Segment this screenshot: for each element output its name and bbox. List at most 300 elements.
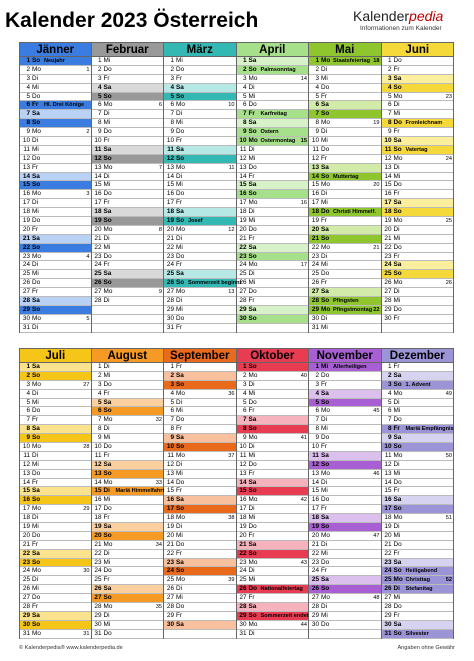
- weekday: Fr: [393, 190, 400, 198]
- weekday: So: [103, 217, 112, 225]
- weekday: Fr: [393, 487, 400, 495]
- day-number: 1: [242, 57, 247, 64]
- weekday: Di: [393, 225, 400, 233]
- weekday: Sa: [176, 434, 184, 442]
- weekday: Di: [103, 425, 110, 433]
- day-row: [92, 199, 164, 208]
- day-number: 20: [22, 531, 30, 539]
- weekday: Sa: [176, 83, 184, 91]
- day-row: [309, 381, 381, 390]
- day-number: 30: [22, 314, 30, 322]
- day-number: 15: [94, 487, 102, 495]
- day-number: 23: [166, 558, 174, 566]
- day-row: [237, 363, 309, 372]
- day-row: [237, 470, 309, 479]
- day-row: [309, 452, 381, 461]
- day-row: [92, 381, 164, 390]
- day-row: [20, 75, 91, 84]
- week-number: 39: [228, 577, 235, 584]
- day-number: 30: [166, 314, 174, 322]
- day-row: [164, 75, 236, 84]
- day-row: [309, 487, 381, 496]
- weekday: Do: [321, 371, 330, 379]
- weekday: Di: [321, 65, 328, 73]
- day-number: 10: [22, 137, 30, 145]
- day-row: [382, 407, 454, 416]
- day-number: 18: [94, 208, 102, 216]
- week-number: 1: [86, 66, 90, 73]
- day-row: [20, 190, 91, 199]
- weekday: Mo: [103, 478, 113, 486]
- weekday: Sa: [248, 181, 257, 189]
- day-row: [382, 630, 454, 639]
- footer-disclaimer: Angaben ohne Gewähr: [397, 645, 455, 651]
- day-number: 20: [22, 225, 30, 233]
- day-number: 6: [242, 101, 247, 109]
- week-number: 26: [445, 280, 452, 287]
- day-number: 2: [26, 65, 30, 73]
- day-row: [164, 470, 236, 479]
- day-row: [382, 399, 454, 408]
- day-row: [382, 443, 454, 452]
- day-number: 26: [94, 585, 102, 593]
- day-number: 31: [22, 323, 30, 331]
- weekday: Mi: [393, 531, 401, 539]
- day-number: 6: [170, 101, 174, 109]
- day-row: [382, 315, 454, 324]
- day-row: [92, 181, 164, 190]
- weekday: Mo: [32, 505, 41, 513]
- day-number: 17: [311, 199, 319, 207]
- day-number: 21: [22, 234, 30, 242]
- day-row: [309, 550, 381, 559]
- day-number: 30: [166, 620, 174, 628]
- weekday: So: [393, 380, 402, 388]
- day-row: [309, 585, 381, 594]
- weekday: Fr: [248, 594, 255, 602]
- week-number: 21: [373, 244, 380, 251]
- day-number: 18: [22, 514, 30, 522]
- day-row: [309, 155, 381, 164]
- day-row: [237, 235, 309, 244]
- day-row: [20, 487, 91, 496]
- week-number: 45: [373, 408, 380, 415]
- weekday: Do: [176, 416, 185, 424]
- day-row: [237, 226, 309, 235]
- day-number: 20: [384, 225, 392, 233]
- day-number: 14: [22, 172, 30, 180]
- week-number: 44: [300, 621, 307, 628]
- weekday: Fr: [393, 252, 400, 260]
- day-row: [382, 101, 454, 110]
- weekday: Do: [32, 92, 41, 100]
- day-row: [382, 559, 454, 568]
- day-row: [237, 128, 309, 137]
- weekday: Do: [248, 288, 257, 296]
- weekday: Mi: [32, 270, 39, 278]
- day-number: 17: [384, 199, 392, 207]
- day-number: 20: [166, 225, 174, 233]
- day-row: [92, 363, 164, 372]
- weekday: Sa: [248, 57, 257, 64]
- weekday: Do: [393, 540, 402, 548]
- day-row: [309, 514, 381, 523]
- holiday-label: Sommerzeit beginnt: [188, 280, 242, 287]
- holiday-label: Allerheiligen: [333, 364, 367, 370]
- day-number: 25: [94, 576, 102, 584]
- weekday: Di: [176, 460, 183, 468]
- day-row: [164, 146, 236, 155]
- weekday: Do: [32, 531, 41, 539]
- week-number: 18: [373, 58, 380, 64]
- day-number: 29: [239, 305, 247, 313]
- day-row: [20, 208, 91, 217]
- day-row: [309, 434, 381, 443]
- weekday: Sa: [393, 558, 402, 566]
- day-row: [92, 57, 164, 66]
- day-number: 26: [311, 279, 319, 287]
- day-row: [164, 612, 236, 621]
- day-number: 17: [384, 505, 392, 513]
- day-row: [20, 363, 91, 372]
- day-number: 15: [22, 487, 30, 495]
- weekday: So: [321, 297, 330, 305]
- day-row: [20, 306, 91, 315]
- day-number: 15: [239, 487, 247, 495]
- day-row: [92, 84, 164, 93]
- day-number: 21: [239, 234, 247, 242]
- day-row: [164, 532, 236, 541]
- weekday: Fr: [321, 217, 328, 225]
- weekday: Mi: [103, 434, 111, 442]
- weekday: Sa: [32, 549, 40, 557]
- day-number: 13: [384, 469, 392, 477]
- month-april: [237, 42, 310, 333]
- weekday: Sa: [393, 620, 402, 628]
- day-number: 29: [22, 305, 30, 313]
- week-number: 31: [83, 630, 90, 637]
- weekday: Do: [176, 478, 185, 486]
- day-row: [382, 425, 454, 434]
- month-header: September: [164, 348, 236, 363]
- day-row: [309, 66, 381, 75]
- day-number: 28: [239, 297, 247, 305]
- weekday: So: [103, 92, 112, 100]
- day-number: 5: [170, 92, 174, 100]
- weekday: Mi: [32, 585, 39, 593]
- weekday: Do: [103, 629, 112, 637]
- day-row: [237, 585, 309, 594]
- day-row: [20, 630, 91, 639]
- day-number: 6: [387, 407, 392, 415]
- weekday: Fr: [176, 261, 183, 269]
- weekday: Do: [176, 128, 185, 136]
- day-number: 24: [239, 261, 247, 269]
- day-row: [382, 155, 454, 164]
- weekday: Mo: [103, 603, 113, 611]
- day-number: 27: [239, 288, 247, 296]
- day-number: 4: [242, 389, 247, 397]
- weekday: So: [393, 629, 402, 637]
- day-row: [20, 612, 91, 621]
- logo-part2: pedia: [409, 8, 444, 24]
- day-number: 18: [166, 208, 174, 216]
- weekday: Do: [321, 496, 330, 504]
- day-number: 16: [22, 190, 30, 198]
- month-jänner: [19, 42, 92, 333]
- day-row: [237, 461, 309, 470]
- weekday: Fr: [176, 425, 183, 433]
- weekday: Do: [248, 163, 257, 171]
- holiday-label: Staatsfeiertag: [333, 58, 370, 64]
- day-number: 21: [94, 234, 102, 242]
- day-number: 2: [97, 371, 102, 379]
- day-number: 7: [387, 110, 392, 118]
- day-row: [309, 523, 381, 532]
- day-row: [92, 217, 164, 226]
- day-number: 17: [239, 199, 247, 207]
- day-number: 25: [94, 270, 102, 278]
- day-number: 29: [384, 305, 392, 313]
- day-row: [92, 399, 164, 408]
- day-row: [92, 208, 164, 217]
- day-row: [20, 66, 91, 75]
- day-number: 3: [387, 380, 392, 388]
- day-number: 9: [387, 128, 392, 136]
- day-row: [20, 594, 91, 603]
- weekday: Di: [103, 611, 110, 619]
- day-row: [237, 523, 309, 532]
- week-number: 37: [228, 452, 235, 459]
- week-number: 15: [300, 138, 307, 145]
- week-number: 27: [83, 381, 90, 388]
- day-row: [92, 261, 164, 270]
- day-row: [20, 576, 91, 585]
- weekday: Mi: [103, 181, 111, 189]
- weekday: Sa: [393, 496, 402, 504]
- day-row: [92, 190, 164, 199]
- month-header: November: [309, 348, 381, 363]
- weekday: Sa: [248, 243, 257, 251]
- weekday: Mi: [393, 110, 401, 118]
- week-number: 4: [86, 253, 90, 260]
- day-row: [164, 559, 236, 568]
- day-row: [382, 372, 454, 381]
- day-row: [164, 119, 236, 128]
- weekday: Fr: [248, 234, 255, 242]
- day-row: [164, 479, 236, 488]
- day-number: 22: [94, 243, 102, 251]
- day-row: [309, 137, 381, 146]
- day-number: 21: [384, 540, 392, 548]
- day-number: 10: [239, 137, 247, 145]
- day-number: 24: [384, 567, 392, 575]
- day-row: [20, 164, 91, 173]
- weekday: Mo: [32, 128, 41, 136]
- day-row: [92, 235, 164, 244]
- day-number: 11: [239, 145, 247, 153]
- day-number: 16: [311, 496, 319, 504]
- day-row: [382, 576, 454, 585]
- holiday-label: 1. Advent: [405, 381, 431, 388]
- day-row: [164, 235, 236, 244]
- day-number: 2: [315, 65, 319, 73]
- day-row: [164, 93, 236, 102]
- weekday: So: [321, 172, 330, 180]
- weekday: Fr: [103, 261, 110, 269]
- day-row: [164, 137, 236, 146]
- weekday: Do: [248, 460, 257, 468]
- weekday: Mi: [393, 234, 401, 242]
- weekday: Fr: [248, 469, 255, 477]
- weekday: Mi: [248, 451, 256, 459]
- day-number: 2: [170, 371, 174, 379]
- week-number: 9: [158, 289, 162, 296]
- month-header: März: [164, 42, 236, 57]
- day-row: [309, 315, 381, 324]
- weekday: Mo: [393, 279, 403, 287]
- weekday: Di: [248, 443, 255, 451]
- day-number: 3: [97, 380, 102, 388]
- weekday: Mo: [321, 407, 330, 415]
- day-row: [382, 381, 454, 390]
- day-row: [92, 173, 164, 182]
- day-row: [237, 487, 309, 496]
- day-number: 9: [242, 434, 247, 442]
- day-row: [164, 434, 236, 443]
- day-row: [237, 372, 309, 381]
- day-row: [382, 261, 454, 270]
- day-number: 7: [242, 416, 247, 424]
- day-number: 27: [22, 288, 30, 296]
- day-row: [309, 532, 381, 541]
- day-row: [237, 603, 309, 612]
- weekday: Fr: [32, 540, 39, 548]
- weekday: Fr: [103, 451, 110, 459]
- day-row: [164, 461, 236, 470]
- day-number: 18: [239, 208, 247, 216]
- weekday: Mo: [103, 101, 113, 109]
- day-row: [237, 567, 309, 576]
- weekday: Mi: [32, 523, 39, 531]
- holiday-label: Karfreitag: [260, 111, 287, 118]
- day-number: 1: [315, 57, 319, 64]
- day-number: 12: [166, 460, 174, 468]
- empty-day-row: [92, 324, 164, 333]
- weekday: Sa: [176, 208, 184, 216]
- day-number: 14: [239, 478, 247, 486]
- holiday-label: Christi Himmelf.: [333, 209, 376, 216]
- day-row: [309, 621, 381, 630]
- weekday: Di: [103, 110, 110, 118]
- weekday: So: [32, 119, 41, 127]
- weekday: Do: [321, 83, 330, 91]
- week-number: 51: [445, 515, 452, 522]
- day-row: [92, 550, 164, 559]
- day-number: 16: [94, 496, 102, 504]
- day-row: [20, 603, 91, 612]
- weekday: Di: [248, 145, 255, 153]
- day-number: 16: [22, 496, 30, 504]
- weekday: Fr: [321, 380, 328, 388]
- day-row: [237, 297, 309, 306]
- calendar-half-1: [19, 42, 454, 333]
- holiday-label: Josef: [188, 218, 203, 225]
- day-row: [237, 253, 309, 262]
- month-juli: [19, 348, 92, 639]
- day-row: [20, 550, 91, 559]
- weekday: Sa: [176, 496, 184, 504]
- day-row: [309, 603, 381, 612]
- day-row: [309, 110, 381, 119]
- holiday-label: Christtag: [405, 577, 431, 584]
- day-number: 18: [239, 514, 247, 522]
- day-row: [309, 270, 381, 279]
- day-row: [382, 199, 454, 208]
- day-number: 3: [26, 74, 30, 82]
- day-number: 18: [311, 514, 319, 522]
- day-row: [237, 93, 309, 102]
- day-row: [20, 110, 91, 119]
- day-row: [382, 137, 454, 146]
- day-number: 20: [311, 225, 319, 233]
- day-row: [164, 173, 236, 182]
- holiday-label: Mariä Empfängnis: [405, 426, 454, 433]
- weekday: So: [32, 57, 41, 64]
- weekday: Mi: [103, 243, 111, 251]
- weekday: Fr: [32, 478, 39, 486]
- day-row: [309, 425, 381, 434]
- day-row: [309, 199, 381, 208]
- week-number: 13: [228, 289, 235, 296]
- day-row: [164, 84, 236, 93]
- weekday: Sa: [248, 305, 257, 313]
- day-number: 3: [315, 74, 319, 82]
- day-row: [164, 128, 236, 137]
- day-number: 26: [94, 279, 102, 287]
- day-row: [382, 128, 454, 137]
- month-märz: [164, 42, 242, 333]
- weekday: Fr: [32, 225, 39, 233]
- weekday: Do: [321, 270, 330, 278]
- day-row: [164, 381, 236, 390]
- day-number: 2: [26, 371, 30, 379]
- weekday: So: [248, 314, 257, 322]
- day-number: 4: [26, 389, 30, 397]
- day-number: 10: [384, 137, 392, 145]
- day-row: [20, 57, 91, 66]
- day-row: [382, 621, 454, 630]
- day-number: 22: [166, 243, 174, 251]
- day-number: 15: [311, 487, 319, 495]
- day-row: [92, 279, 164, 288]
- weekday: Di: [176, 398, 183, 406]
- weekday: Mo: [393, 389, 403, 397]
- day-row: [92, 532, 164, 541]
- day-row: [309, 461, 381, 470]
- day-row: [164, 523, 236, 532]
- day-row: [309, 190, 381, 199]
- weekday: Di: [32, 451, 39, 459]
- day-number: 12: [384, 154, 392, 162]
- weekday: Fr: [321, 92, 328, 100]
- day-row: [237, 155, 309, 164]
- day-row: [237, 279, 309, 288]
- week-number: 40: [300, 372, 307, 379]
- day-number: 9: [170, 434, 174, 442]
- weekday: Sa: [176, 558, 184, 566]
- weekday: So: [321, 234, 330, 242]
